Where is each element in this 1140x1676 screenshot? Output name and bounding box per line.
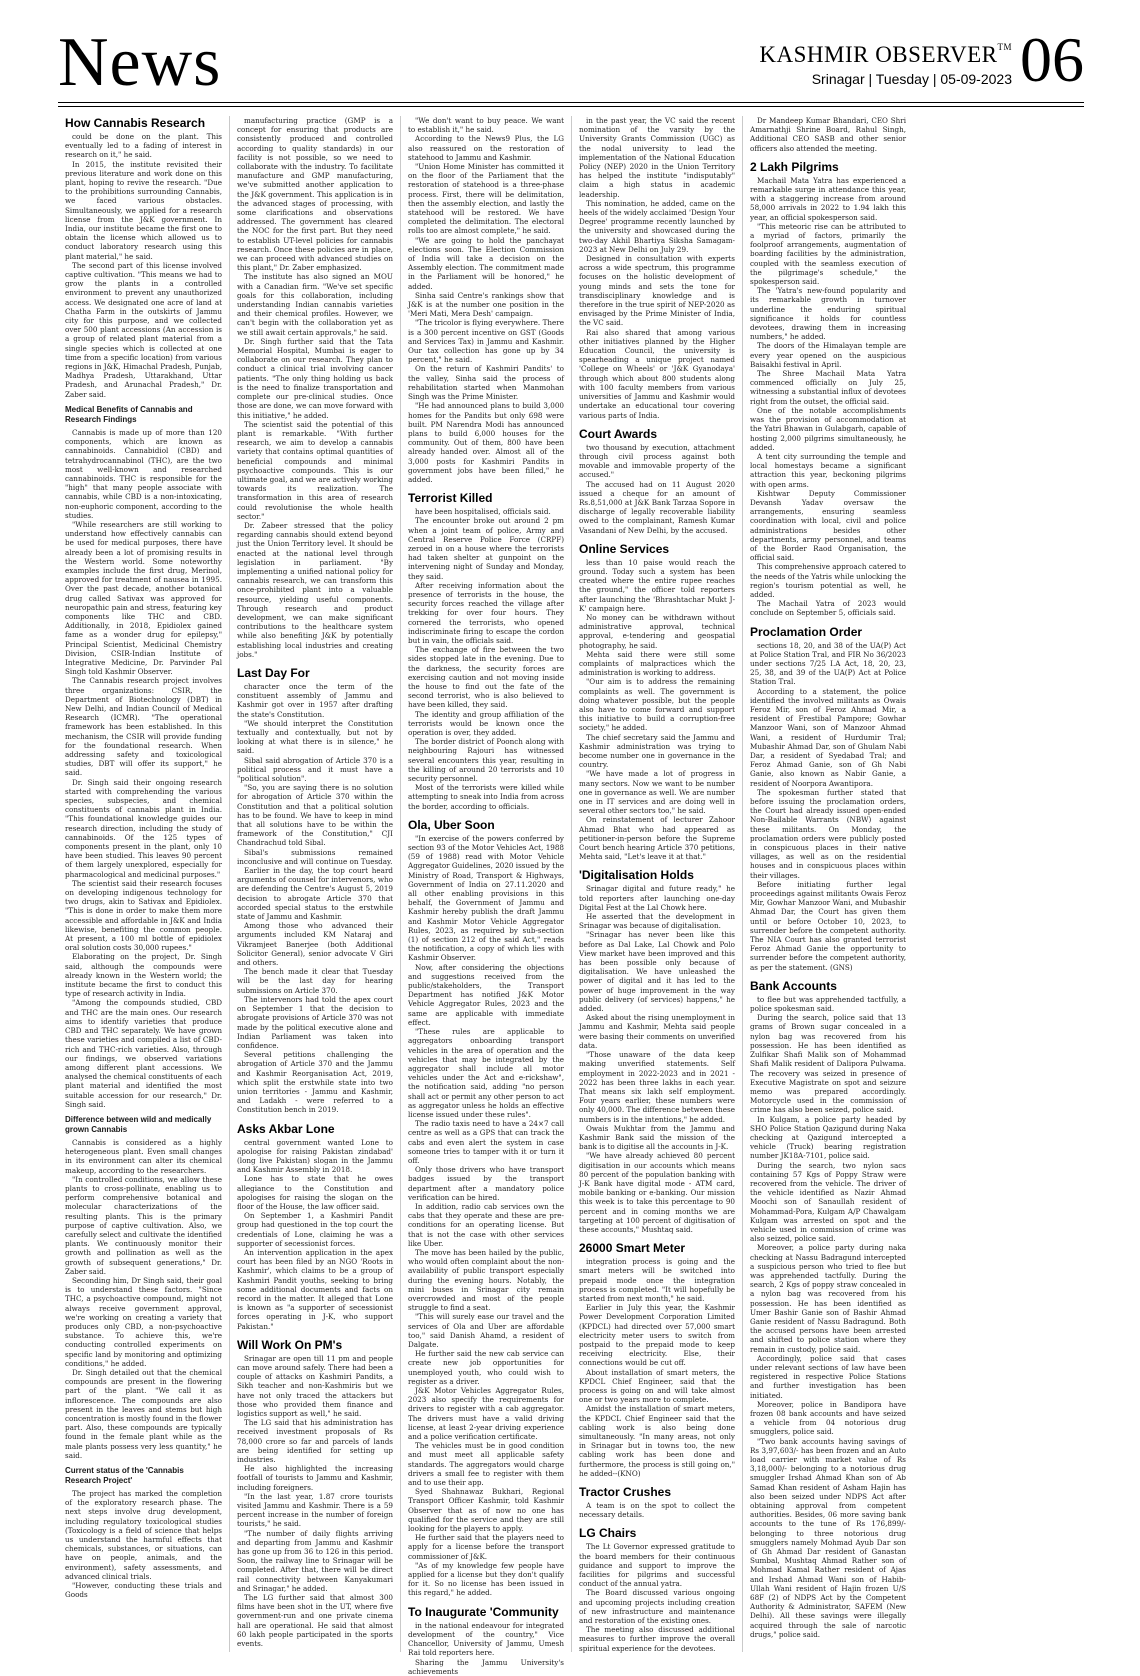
article-paragraph: "He had announced plans to build 3,000 homes for the Pandits but only 698 were built. PM Narendra Modi has announced plans to build 6,000 houses for the community. Out of them, 800 have been already handed over. Almost all of the 3,000 posts for Kashmiri Pandits in government jobs have been filled," he added. — [408, 401, 564, 484]
article-paragraph: to flee but was apprehended tactfully, a police spokesman said. — [750, 994, 906, 1014]
article-paragraph: character once the term of the constituent assembly of Jammu and Kashmir got over in 1957 after drafting the state's Constitution. — [237, 681, 393, 719]
article-paragraph: Dr. Singh said their ongoing research started with comprehending the various species, subspecies, and chemical constituents of cannabis plant in India. "This foundational knowledge guides our research direction, including the study of cannabinoids. Of the 125 types of components present in the plant, only 10 have been studied. This leaves 90 percent of them largely unexplored, especially for pharmacological and medicinal purposes." — [65, 777, 222, 879]
article-paragraph: The LG further said that almost 300 films have been shot in the UT, where five government-run and one private cinema hall are operational. He said that almost 60 lakh people participated in the sports events. — [237, 1593, 393, 1649]
article-headline: 26000 Smart Meter — [579, 1241, 686, 1256]
article-paragraph: "We have made a lot of progress in many sectors. Now we want to be number one in governance as well. We are number one in IT services and are doing well in several other sectors too," he said. — [579, 769, 735, 816]
article-paragraph: He further said that the players need to apply for a license before the transport commissioner of J&K. — [408, 1533, 564, 1561]
article-paragraph: "Two bank accounts having savings of Rs 3,97,603/- has been frozen and an Auto load carrier with market value of Rs 3,18,000/- belonging to a notorious drug smuggler Irshad Ahmad Khan son of Ab Samad Khan resident of Asham Hajin has also been seized under NDPS Act after obtaining approval from competent authorities. Besides, 06 more saving bank accounts to the tune of Rs 176,899/- belonging to three notorious drug smugglers namely Mohmad Ayub Dar son of Gh Ahmad Dar resident of Ganastan Sumbal, Mushtaq Ahmad Rather son of Mohmad Kamal Rather resident of Ajas and Irshad Ahmad Wani son of Habib-Ullah Wani resident of Hajin frozen U/S 68F (2) of NDPS Act by the Competent Authority & Administrator, SAFEM (New Delhi). All these savings were illegally acquired through the sale of narcotic drugs," police said. — [750, 1436, 906, 1639]
article-paragraph: Syed Shahnawaz Bukhari, Regional Transport Officer Kashmir, told Kashmir Observer that as of now no one has qualified for the service and they are still looking for the players to apply. — [408, 1487, 564, 1534]
article-paragraph: The Board discussed various ongoing and upcoming projects including creation of new infrastructure and maintenance and restoration of the existing ones. — [579, 1588, 735, 1626]
article-paragraph: The doors of the Himalayan temple are every year opened on the auspicious Baisakhi festival in April. — [750, 341, 906, 369]
article-paragraph: The LG said that his administration has received investment proposals of Rs 78,000 crore so far and parcels of lands are being identified for setting up industries. — [237, 1418, 393, 1465]
article-paragraph: The accused had on 11 August 2020 issued a cheque for an amount of Rs.8,51,000 at J&K Bank Tarzaa Sopore in discharge of legally recoverable liability owed to the complainant, Ramesh Kumar Vasandani of New Delhi, by the accused. — [579, 479, 735, 535]
article-columns — [58, 116, 1084, 1676]
article-paragraph: Machail Mata Yatra has experienced a remarkable surge in attendance this year, with a staggering increase from around 58,000 arrivals in 2022 to 1.94 lakh this year, an official spokesperson said. — [750, 175, 906, 222]
article-paragraph: The bench made it clear that Tuesday will be the last day for hearing submissions on Article 370. — [237, 967, 393, 995]
article-paragraph: Srinagar are open till 11 pm and people can move around safely. There had been a couple of attacks on Kashmiri Pandits, a Sikh teacher and non-Kashmiris but we have not only traced the attackers but those who provided them finance and logistics support as well," he said. — [237, 1353, 393, 1419]
article-headline: Court Awards — [579, 426, 658, 441]
article-paragraph: Sibal's submissions remained inconclusive and will continue on Tuesday. — [237, 847, 393, 866]
article-paragraph: On September 1, a Kashmiri Pandit group had questioned in the top court the credentials of Lone, claiming he was a supporter of secessionist forces. — [237, 1211, 393, 1248]
article-subhead: Medical Benefits of Cannabis and Research Findings — [65, 404, 193, 424]
article-paragraph: He also highlighted the increasing footfall of tourists to Jammu and Kashmir, including foreigners. — [237, 1464, 393, 1492]
article-paragraph: The project has marked the completion of the exploratory research phase. The next steps involve drug development, including regulatory toxicological studies (Toxicology is a field of science that helps us understand the harmful effects that chemicals, substances, or situations, can have on people, animals, and the environment), safety assessments, and advanced clinical trials. — [65, 1489, 222, 1581]
article-paragraph: "This will surely ease our travel and the services of Ola and Uber are affordable too," said Danish Ahamd, a resident of Dalgate. — [408, 1312, 564, 1349]
article-paragraph: two thousand by execution, attachment through civil process against both movable and immovable property of the accused." — [579, 442, 735, 480]
article-headline: 2 Lakh Pilgrims — [750, 159, 839, 174]
article-paragraph: During the search, police said that 13 grams of Brown sugar concealed in a nylon bag was recovered from his possession. He has been identified as Zulfikar Shafi Malik son of Mohammad Shafi Malik resident of Dalipora Pulwama. The recovery was seized in presence of Executive Magistrate on spot and seizure memo was prepared accordingly. Motorcycle used in the commission of crime has also been seized, police said. — [750, 1013, 906, 1115]
article-paragraph: Mehta said there were still some complaints of malpractices which the administration is working to address. — [579, 649, 735, 678]
article-paragraph: Dr. Zabeer stressed that the policy regarding cannabis should extend beyond just the Union Territory level. It should be enacted at the national level through legislation in parliament. "By implementing a unified national policy for cannabis research, we can transform this once-prohibited plant into a valuable resource, yielding useful components. Through research and product development, we can make significant contributions to the healthcare system while also benefiting J&K by potentially establishing local industries and creating jobs." — [237, 520, 393, 659]
article-headline: Last Day For — [237, 665, 310, 680]
article-headline: Will Work On PM's — [237, 1337, 343, 1352]
article-paragraph: Asked about the rising unemployment in Jammu and Kashmir, Mehta said people were basing their comments on unverified data. — [579, 1013, 735, 1050]
article-paragraph: The chief secretary said the Jammu and Kashmir administration was trying to become number one in governance in the country. — [579, 732, 735, 770]
article-paragraph: "However, conducting these trials and Goods — [65, 1581, 222, 1600]
article-paragraph: could be done on the plant. This eventually led to a fading of interest in research on it," he said. — [65, 132, 222, 160]
article-paragraph: in the national endeavour for integrated development of the country," Vice Chancellor, University of Jammu, Umesh Rai told reporters here. — [408, 1620, 564, 1658]
article-paragraph: Sharing the Jammu University's achievements — [408, 1657, 564, 1676]
article-paragraph: "This meteoric rise can be attributed to a myriad of factors, primarily the foolproof arrangements, augmentation of boarding facilities by the administration, coupled with the seamless execution of the pilgrimage's schedule," the spokesperson said. — [750, 221, 906, 287]
paper-block — [759, 42, 1012, 87]
article-headline: Bank Accounts — [750, 978, 837, 993]
article-paragraph: Seconding him, Dr Singh said, their goal is to understand these factors. "Since THC, a psychoactive compound, might not always receive government approval, we're working on creating a variety that produces only CBD, a non-psychoactive substance. To achieve this, we're conducting controlled experiments on specific land by monitoring and optimizing conditions," he added. — [65, 1275, 222, 1368]
article-subhead: Current status of the 'Cannabis Research Project' — [65, 1466, 184, 1486]
article-paragraph: The radio taxis need to have a 24×7 call centre as well as a GPS that can track the cabs and even alert the system in case someone tries to tamper with it or turn it off. — [408, 1119, 564, 1165]
article-paragraph: The second part of this license involved captive cultivation. "This means we had to grow the plants in a controlled environment to prevent any unauthorized access. We designated one acre of land at Chatha Farm in the outskirts of Jammu city for this purpose, and we collected over 500 plant accessions (An accession is a group of related plant material from a single species which is collected at one time from a specific location) from various regions in J&K, Himachal Pradesh, Punjab, Madhya Pradesh, Uttarakhand, Uttar Pradesh, and Arunachal Pradesh," Dr. Zaber said. — [65, 260, 222, 399]
article-paragraph: "The tricolor is flying everywhere. There is a 300 percent incentive on GST (Goods and Services Tax) in Jammu and Kashmir. Our tax collection has gone up by 34 percent," he said. — [408, 318, 564, 365]
article-paragraph: Several petitions challenging the abrogation of Article 370 and the Jammu and Kashmir Reorganisation Act, 2019, which split the erstwhile state into two union territories - Jammu and Kashmir, and Ladakh - were referred to a Constitution bench in 2019. — [237, 1050, 393, 1115]
column-3 — [400, 116, 571, 1676]
article-paragraph: According to the News9 Plus, the LG also reassured on the restoration of statehood to Jammu and Kashmir. — [408, 134, 564, 162]
dateline: Srinagar | Tuesday | 05-09-2023 — [811, 71, 1012, 87]
article-paragraph: "Among the compounds studied, CBD and THC are the main ones. Our research aims to identify varieties that produce CBD and THC separately. We have grown these varieties and compiled a list of CBD-rich and THC-rich varieties. Also, through our findings, we observed variations among different plant accessions. We analysed the chemical constituents of each plant material and identified the most suitable accession for our research," Dr. Singh said. — [65, 998, 222, 1109]
article-paragraph: A team is on the spot to collect the necessary details. — [579, 1501, 735, 1520]
article-paragraph: No money can be withdrawn without administrative approval, technical approval, e-tendering and geospatial photography, he said. — [579, 612, 735, 650]
article-paragraph: A tent city surrounding the temple and local homestays became a significant attraction this year, beckoning pilgrims with open arms. — [750, 451, 906, 489]
article-paragraph: "Those unaware of the data keep making unverified statements. Self employment in 2022-2023 and in 2021 - 2022 has been three lakhs in each year. That means six lakh self employment. Four years earlier, these numbers were only 40,000. The difference between these numbers is in the intentions," he added. — [579, 1050, 735, 1124]
article-paragraph: "In exercise of the powers conferred by section 93 of the Motor Vehicles Act, 1988 (59 of 1988) read with Motor Vehicle Aggregator Guidelines, 2020 issued by the Ministry of Road, Transport & Highways, Government of India on 27.11.2020 and all other enabling provisions in this behalf, the Government of Jammu and Kashmir hereby publish the draft Jammu and Kashmir Motor Vehicle Aggregator Rules, 2023, as required by sub-section (1) of section 212 of the said Act," reads the notification, a copy of which lies with Kashmir Observer. — [408, 833, 564, 963]
article-paragraph: Cannabis is considered as a highly heterogeneous plant. Even small changes in its environment can alter its chemical makeup, according to the researchers. — [65, 1137, 222, 1175]
column-2 — [229, 116, 400, 1652]
article-paragraph: This nomination, he added, came on the heels of the widely acclaimed 'Design Your Degree' programme recently launched by the university and showcased during the two-day Akhil Bhartiya Siksha Samagam-2023 at New Delhi on July 29. — [579, 198, 735, 254]
paper-name: KASHMIR OBSERVER — [759, 42, 998, 67]
page-number: 06 — [1020, 24, 1084, 95]
article-paragraph: The encounter broke out around 2 pm when a joint team of police, Army and Central Reserve Police Force (CRPF) zeroed in on a house where the terrorists had taken shelter at gunpoint on the intervening night of Sunday and Monday, they said. — [408, 516, 564, 581]
article-paragraph: The intervenors had told the apex court on September 1 that the decision to abrogate provisions of Article 370 was not made by the political executive alone and Indian Parliament was taken into confidence. — [237, 994, 393, 1050]
article-paragraph: The Machail Yatra of 2023 would conclude on September 5, officials said. — [750, 599, 906, 618]
article-paragraph: in the past year, the VC said the recent nomination of the varsity by the University Grants Commission (UGC) as the nodal university to lead the implementation of the National Education Policy (NEP) 2020 in the Union Territory has helped the institute "indisputably" claim a high status in academic leadership. — [579, 116, 735, 199]
article-headline: Terrorist Killed — [408, 491, 493, 506]
article-paragraph: In 2015, the institute revisited their previous literature and work done on this plant, hoping to revive the research. "Due to the prohibitions surrounding Cannabis, we faced various obstacles. Simultaneously, we applied for a research license from the J&K government. In India, our institute became the first one to obtain the license which allowed us to conduct laboratory research using this plant material," he said. — [65, 159, 222, 261]
article-paragraph: Only those drivers who have transport badges issued by the transport department after a mandatory police verification can be hired. — [408, 1165, 564, 1202]
article-paragraph: An intervention application in the apex court has been filed by an NGO 'Roots in Kashmir', which claims to be a group of Kashmiri Pandit youths, seeking to bring some additional documents and facts on record in the matter. It alleged that Lone is known as "a supporter of secessionist forces operating in J-K, who support Pakistan." — [237, 1247, 393, 1331]
article-paragraph: The scientist said the potential of this plant is remarkable. "With further research, we aim to develop a cannabis variety that contains optimal quantities of beneficial compounds and minimal psychoactive compounds. This is our ultimate goal, and we are actively working towards its realization. The transformation in this area of research could revolutionise the whole health sector." — [237, 419, 393, 521]
article-paragraph: "So, you are saying there is no solution for abrogation of Article 370 within the Constitution and that a political solution has to be found. We have to keep in mind that all solutions have to be within the framework of the Constitution," CJI Chandrachud told Sibal. — [237, 783, 393, 848]
article-paragraph: The Cannabis research project involves three organizations: CSIR, the Department of Biotechnology (DBT) in New Delhi, and Indian Council of Medical Research (ICMR). "The operational framework has been established. In this mechanism, the CSIR will provide funding for the foundational research. When addressing safety and toxicological studies, DBT will offer its support," he said. — [65, 676, 222, 778]
article-paragraph: Accordingly, police said that cases under relevant sections of law have been registered in respective Police Stations and further investigation has been initiated. — [750, 1353, 906, 1400]
article-paragraph: The 'Yatra's new-found popularity and its remarkable growth in turnover underline the enduring spiritual significance it holds for countless devotees, drawing them in increasing numbers," he added. — [750, 286, 906, 342]
article-paragraph: About installation of smart meters, the KPDCL Chief Engineer, said that the process is going on and will take almost one or two years more to complete. — [579, 1367, 735, 1405]
article-paragraph: The identity and group affiliation of the terrorists would be known once the operation is over, they added. — [408, 709, 564, 737]
article-paragraph: Earlier in the day, the top court heard arguments of counsel for intervenors, who are defending the Centre's August 5, 2019 decision to abrogate Article 370 that accorded special status to the erstwhile state of Jammu and Kashmir. — [237, 866, 393, 922]
article-paragraph: manufacturing practice (GMP is a concept for ensuring that products are consistently produced and controlled according to quality standards) in our facility is not possible, so we need to collaborate with the industry. To facilitate manufacture and GMP manufacturing, we've submitted another application to the J&K government. This application is in the advanced stages of processing, with some clarifications and observations addressed. The government has cleared the NOC for the first part. But they need to establish UT-level policies for cannabis research. Once these policies are in place, we can proceed with advanced studies on this plant," Dr. Zaber emphasized. — [237, 116, 393, 273]
article-paragraph: Sinha said Centre's rankings show that J&K is at the number one position in the 'Meri Mati, Mera Desh' campaign. — [408, 290, 564, 319]
article-paragraph: The move has been hailed by the public, who would often complaint about the non-availability of public transport especially during the evening hours. Notably, the mini buses in Srinagar city remain overcrowded and most of the people struggle to find a seat. — [408, 1247, 564, 1313]
article-paragraph: "The number of daily flights arriving and departing from Jammu and Kashmir has gone up from 36 to 126 in this period. Soon, the railway line to Srinagar will be completed. After that, there will be direct rail connectivity between Kanyakumari and Srinagar," he added. — [237, 1528, 393, 1593]
article-paragraph: The Lt Governor expressed gratitude to the board members for their continuous guidance and support to improve the facilities for pilgrims and successful conduct of the annual yatra. — [579, 1542, 735, 1589]
article-paragraph: Lone has to state that he owes allegiance to the Constitution and apologises for raising the slogan on the floor of the House, the law officer said. — [237, 1174, 393, 1211]
article-subhead: Difference between wild and medically grown Cannabis — [65, 1114, 212, 1134]
article-paragraph: On the return of Kashmiri Pandits' to the valley, Sinha said the process of rehabilitation started when Manmohan Singh was the Prime Minister. — [408, 364, 564, 402]
column-4 — [571, 116, 742, 1652]
trademark: TM — [997, 42, 1012, 52]
article-paragraph: The scientist said their research focuses on developing indigenous technology for two drugs, akin to Sativax and Epidiolex. "This is done in order to make them more accessible and affordable in J&K and India likewise, benefiting the common people. At present, a 100 ml bottle of epidiolex oral solution costs 30,000 rupees." — [65, 878, 222, 953]
article-paragraph: The institute has also signed an MOU with a Canadian firm. "We've set specific goals for this collaboration, including understanding Indian cannabis varieties and their chemical profiles. However, we can't begin with the collaboration yet as we still await certain approvals," he said. — [237, 272, 393, 337]
article-paragraph: less than 10 paise would reach the ground. Today such a system has been created where the entire rupee reaches the ground," the officer told reporters after launching the 'Bhrashtachar Mukt J-K' campaign here. — [579, 557, 735, 613]
article-paragraph: This comprehensive approach catered to the needs of the Yatris while unlocking the region's tourism potential as well, he added. — [750, 562, 906, 599]
article-paragraph: He asserted that the development in Srinagar was because of digitalisation. — [579, 912, 735, 931]
article-paragraph: "We are going to hold the panchayat elections soon. The Election Commission of India will take a decision on the Assembly election. The commitment made in the Parliament will be honored," he added. — [408, 235, 564, 291]
article-paragraph: The spokesman further stated that before issuing the proclamation orders, the Court had already issued open-ended Non-Bailable Warrants (NBW) against these militants. On Monday, the proclamation orders were publicly posted in conspicuous places in their native villages, as well as on the residential houses and in conspicuous places within their villages. — [750, 787, 906, 880]
article-paragraph: On reinstatement of lecturer Zahoor Ahmad Bhat who had appeared as petitioner-in-person before the Supreme Court bench hearing Article 370 petitions, Mehta said, "Let's leave it at that." — [579, 815, 735, 862]
article-paragraph: The border district of Poonch along with neighbouring Rajouri has witnessed several encounters this year, resulting in the killing of around 20 terrorists and 10 security personnel. — [408, 737, 564, 784]
article-headline: Online Services — [579, 541, 670, 556]
article-headline: Proclamation Order — [750, 624, 863, 639]
article-paragraph: Amidst the installation of smart meters, the KPDCL Chief Engineer said that the cabling work is also being done simultaneously. "In many areas, not only in Srinagar but in towns too, the new cabling work has been done and furthermore, the process is still going on," he added--(KNO) — [579, 1404, 735, 1478]
article-paragraph: central government wanted Lone to apologise for raising Pakistan zindabad' (long live Pakistan) slogan in the Jammu and Kashmir Assembly in 2018. — [237, 1137, 393, 1175]
article-headline: How Cannabis Research — [65, 116, 206, 130]
header-rule-thin — [58, 106, 1084, 107]
article-headline: Asks Akbar Lone — [237, 1121, 335, 1136]
article-paragraph: Srinagar digital and future ready," he told reporters after launching one-day Digital Fest at the Lal Chowk here. — [579, 884, 735, 912]
article-paragraph: Designed in consultation with experts across a wide spectrum, this programme focuses on the holistic development of young minds and sets the tone for transdisciplinary knowledge and is therefore in the true spirit of NEP-2020 as envisaged by the Prime Minister of India, the VC said. — [579, 254, 735, 328]
header-rule — [58, 102, 1084, 103]
article-paragraph: have been hospitalised, officials said. — [415, 507, 551, 517]
article-headline: To Inaugurate 'Community — [408, 1604, 559, 1619]
article-paragraph: "In controlled conditions, we allow these plants to cross-pollinate, enabling us to perform comprehensive botanical and molecular characterizations of the resulting plants. This is the primary purpose of captive cultivation. Also, we carefully select and cultivate the identified plants. We continuously monitor their growth and pollination as well as the growth of subsequent generations," Dr. Zaber said. — [65, 1174, 222, 1276]
article-paragraph: One of the notable accomplishments was the provision of accommodation at the Yatri Bhawan in Gulabgarh, capable of hosting 2,000 pilgrims simultaneously, he added. — [750, 405, 906, 452]
article-paragraph: "Our aim is to address the remaining complaints as well. The government is doing whatever possible, but the people also have to come forward and support this initiative to build a corruption-free society," he added. — [579, 677, 735, 733]
article-paragraph: Dr. Singh further said that the Tata Memorial Hospital, Mumbai is eager to collaborate on our research. They plan to conduct a clinical trial involving cancer patients. "The only thing holding us back is the need to finalize transportation and complete our pre-clinical studies. Once those are done, we can move forward with this initiative," he added. — [237, 336, 393, 420]
article-paragraph: The meeting also discussed additional measures to further improve the overall spiritual experience for the devotees. — [579, 1625, 735, 1653]
article-paragraph: According to a statement, the police identified the involved militants as Owais Feroz Mir, son of Feroz Ahmad Mir, a resident of Frestibal Pampore; Gowhar Manzoor Wani, son of Manzoor Ahmad Wani, a resident of Hurdumir Tral; Mubashir Ahmad Dar, son of Ghulam Nabi Dar, a resident of Syedabad Tral; and Feroz Ahmad Ganie, son of Gh Nabi Ganie, also known as Nabir Ganie, a resident of Noorpora Awantipora. — [750, 686, 906, 788]
article-paragraph: "We have already achieved 80 percent digitisation in our accounts which means 80 percent of the population banking with J-K Bank have digital mode - ATM card, mobile banking or e-banking. Our mission this week is to take this percentage to 90 percent and in coming months we are targeting at 100 percent of digitisation of these accounts," Mushtaq said. — [579, 1151, 735, 1234]
article-paragraph: In addition, radio cab services own the cabs that they operate and these are pre-conditions for an operating license. But that is not the case with other services like Uber. — [408, 1201, 564, 1248]
article-paragraph: The exchange of fire between the two sides stopped late in the evening. Due to the darkness, the security forces are exercising caution and not moving inside the house to find out the fate of the second terrorist, who is also believed to have been killed, they said. — [408, 645, 564, 710]
article-paragraph: Now, after considering the objections and suggestions received from the public/stakeholders, the Transport Department has notified J&K Motor Vehicle Aggregator Rules, 2023 and the same are applicable with immediate effect. — [408, 962, 564, 1027]
article-paragraph: Sibal said abrogation of Article 370 is a political process and it must have a "political solution". — [237, 755, 393, 784]
article-paragraph: Elaborating on the project, Dr. Singh said, although the compounds were already known in the Western world; the institute became the first to conduct this type of research activity in India. — [65, 952, 222, 999]
article-paragraph: In Kulgam, a police party headed by SHO Police Station Qazigund during Naka checking at Qazigund intercepted a vehicle (Truck) bearing registration number JK18A-7101, police said. — [750, 1114, 906, 1161]
article-paragraph: Dr. Singh detailed out that the chemical compounds are present in the flowering part of the plant. "We call it as inflorescence. The compounds are also present in the leaves and stems but high concentration is mostly found in the flower part. Also, these compounds are typically found in the female plant while as the male plants possess very less quantity," he said. — [65, 1368, 222, 1460]
article-paragraph: Owais Mukhtar from the Jammu and Kashmir Bank said the mission of the bank is to digitise all the accounts in J-K. — [579, 1123, 735, 1152]
paper-name-line — [759, 42, 1012, 68]
article-paragraph: Most of the terrorists were killed while attempting to sneak into India from across the border, according to officials. — [408, 783, 564, 811]
column-5 — [742, 116, 913, 1652]
article-headline: 'Digitalisation Holds — [579, 868, 694, 883]
article-paragraph: Among those who advanced their arguments included KM Nataraj and Vikramjeet Banerjee (both Additional Solicitor General), senior advocate V Giri and others. — [237, 921, 393, 968]
article-paragraph: Rai also shared that among various other initiatives planned by the Higher Education Council, the university is spearheading a unique project named 'College on Wheels' or 'J&K Gyanodaya' through which about 800 students along with 100 faculty members from various universities of Jammu and Kashmir would undertake an educational tour covering various parts of India. — [579, 327, 735, 420]
masthead — [0, 0, 1140, 108]
article-headline: LG Chairs — [579, 1526, 637, 1541]
article-paragraph: Dr Mandeep Kumar Bhandari, CEO Shri Amarnathji Shrine Board, Rahul Singh, Additional CEO SASB and other senior officers also attended the meeting. — [750, 116, 906, 153]
article-paragraph: Moreover, a police party during naka checking at Nassu Badragund intercepted a suspicious person who tried to flee but was apprehended tactfully. During the search, 2 Kgs of poppy straw concealed in a nylon bag was recovered from his possession. He has been identified as Umer Bashir Ganie son of Bashir Ahmad Ganie resident of Nassu Badragund. Both the accused persons have been arrested and shifted to police station where they remain in custody, police said. — [750, 1243, 906, 1354]
article-paragraph: After receiving information about the presence of terrorists in the house, the security forces reached the village after trekking for over four hours. They cornered the terrorists, who opened indiscriminate firing to escape the cordon but in vain, the officials said. — [408, 580, 564, 645]
article-paragraph: integration process is going and the smart meters will be switched into prepaid mode once the integration process is completed. "It will hopefully be started from next month," he said. — [579, 1257, 735, 1303]
article-paragraph: J&K Motor Vehicles Aggregator Rules, 2023 also specify the requirements for drivers to register with a cab aggregator. The drivers must have a valid driving license, at least 2-year driving experience and a police verification certificate. — [408, 1386, 564, 1442]
article-paragraph: "In the last year, 1.87 crore tourists visited Jammu and Kashmir. There is a 59 percent increase in the number of foreign tourists," he said. — [237, 1491, 393, 1529]
article-paragraph: "While researchers are still working to understand how effectively cannabis can be used for medical purposes, there have already been a lot of promising results in the Western world. Some noteworthy examples include the first drug, Merinol, approved for treatment of nausea in 1995. Over the past decade, another botanical drug called Sativax was approved for neuropathic pain and stress, featuring key components like THC and CBD. Additionally, in 2018, Epidiolex gained fame as a wonder drug for epilepsy," Principal Scientist, Medicinal Chemistry Division, CSIR-Indian Institute of Integrative Medicine, Dr. Parvinder Pal Singh told Kashmir Observer. — [65, 519, 222, 677]
column-1 — [58, 116, 229, 1652]
article-paragraph: "We don't want to buy peace. We want to establish it," he said. — [408, 116, 564, 135]
article-paragraph: Before initiating further legal proceedings against militants Owais Feroz Mir, Gowhar Manzoor Wani, and Mubashir Ahmad Dar, the Court has given them until or before October 10, 2023, to surrender before the competent authority. The NIA Court has also granted terrorist Feroz Ahmad Ganie the opportunity to surrender before the competent authority, as per the statement. (GNS) — [750, 879, 906, 972]
section-title: News — [58, 24, 222, 101]
article-paragraph: The vehicles must be in good condition and must meet all applicable safety standards. The aggregators would charge drivers a small fee to register with them and to use their app. — [408, 1441, 564, 1488]
article-paragraph: "Union Home Minister has committed it on the floor of the Parliament that the restoration of statehood is a three-phase process. First, there will be delimitation, then the assembly election, and lastly the statehood will be restored. We have completed the delimitation. The electoral rolls too are almost complete," he said. — [408, 162, 564, 236]
article-paragraph: During the search, two nylon sacs containing 57 Kgs of Poppy Straw were recovered from the vehicle. The driver of the vehicle identified as Nazir Ahmad Moochi son of Sanaullah resident of Mohammad-Pora, Kulgam A/P Chawalgam Kulgam was arrested on spot and the vehicle used in commission of crime was also seized, police said. — [750, 1160, 906, 1244]
article-paragraph: "Srinagar has never been like this before as Dal Lake, Lal Chowk and Polo View market have been improved and this has been possible only because of digitalisation. We have unleashed the power of digital and it has led to the power of huge improvement in the way public delivery (of services) happens," he added. — [579, 930, 735, 1014]
article-headline: Tractor Crushes — [579, 1485, 672, 1500]
article-paragraph: "We should interpret the Constitution textually and contextually, but not by looking at what there is in silence," he said. — [237, 718, 393, 756]
article-paragraph: Kishtwar Deputy Commissioner Devansh Yadav oversaw the arrangements, ensuring seamless coordination with local, civil and police administrations besides other departments, army personnel, and teams of the Border Raod Organisation, the official said. — [750, 488, 906, 563]
article-paragraph: Earlier in July this year, the Kashmir Power Development Corporation Limited (KPDCL) had directed over 57,000 smart electricity meter users to switch from postpaid to the prepaid mode to keep receiving electricity. Else, their connections would be cut off. — [579, 1303, 735, 1368]
article-paragraph: "As of my knowledge few people have applied for a license but they don't qualify for it. So no license has been issued in this regard," he added. — [408, 1560, 564, 1598]
article-paragraph: sections 18, 20, and 38 of the UA(P) Act at Police Station Tral, and FIR No 36/2023 under sections 7/25 I.A Act, 18, 20, 23, 25, 38, and 39 of the UA(P) Act at Police Station Tral. — [750, 640, 906, 687]
article-paragraph: "These rules are applicable to aggregators onboarding transport vehicles in the area of operation and the vehicles that may be integrated by the aggregator shall include all motor vehicles under the Act and e-rickshaw", the notification said, adding "no person shall act or permit any other person to act as aggregator unless he holds an effective license issued under these rules". — [408, 1027, 564, 1119]
article-paragraph: The Shree Machail Mata Yatra commenced officially on July 25, witnessing a substantial influx of devotees right from the outset, the official said. — [750, 369, 906, 406]
article-paragraph: Cannabis is made up of more than 120 components, which are known as cannabinoids. Cannabidiol (CBD) and tetrahydrocannabinol (THC), are the two most well-known and researched cannabinoids. THC is responsible for the "high" that many people associate with cannabis, while CBD is a non-intoxicating, non-euphoric component, according to the studies. — [65, 427, 222, 520]
article-paragraph: Moreover, police in Bandipora have frozen 08 bank accounts and have seized a vehicle from 04 notorious drug smugglers, police said. — [750, 1399, 906, 1437]
article-headline: Ola, Uber Soon — [408, 817, 495, 832]
article-paragraph: He further said the new cab service can create new job opportunities for unemployed youth, who could wish to register as a driver. — [408, 1349, 564, 1386]
